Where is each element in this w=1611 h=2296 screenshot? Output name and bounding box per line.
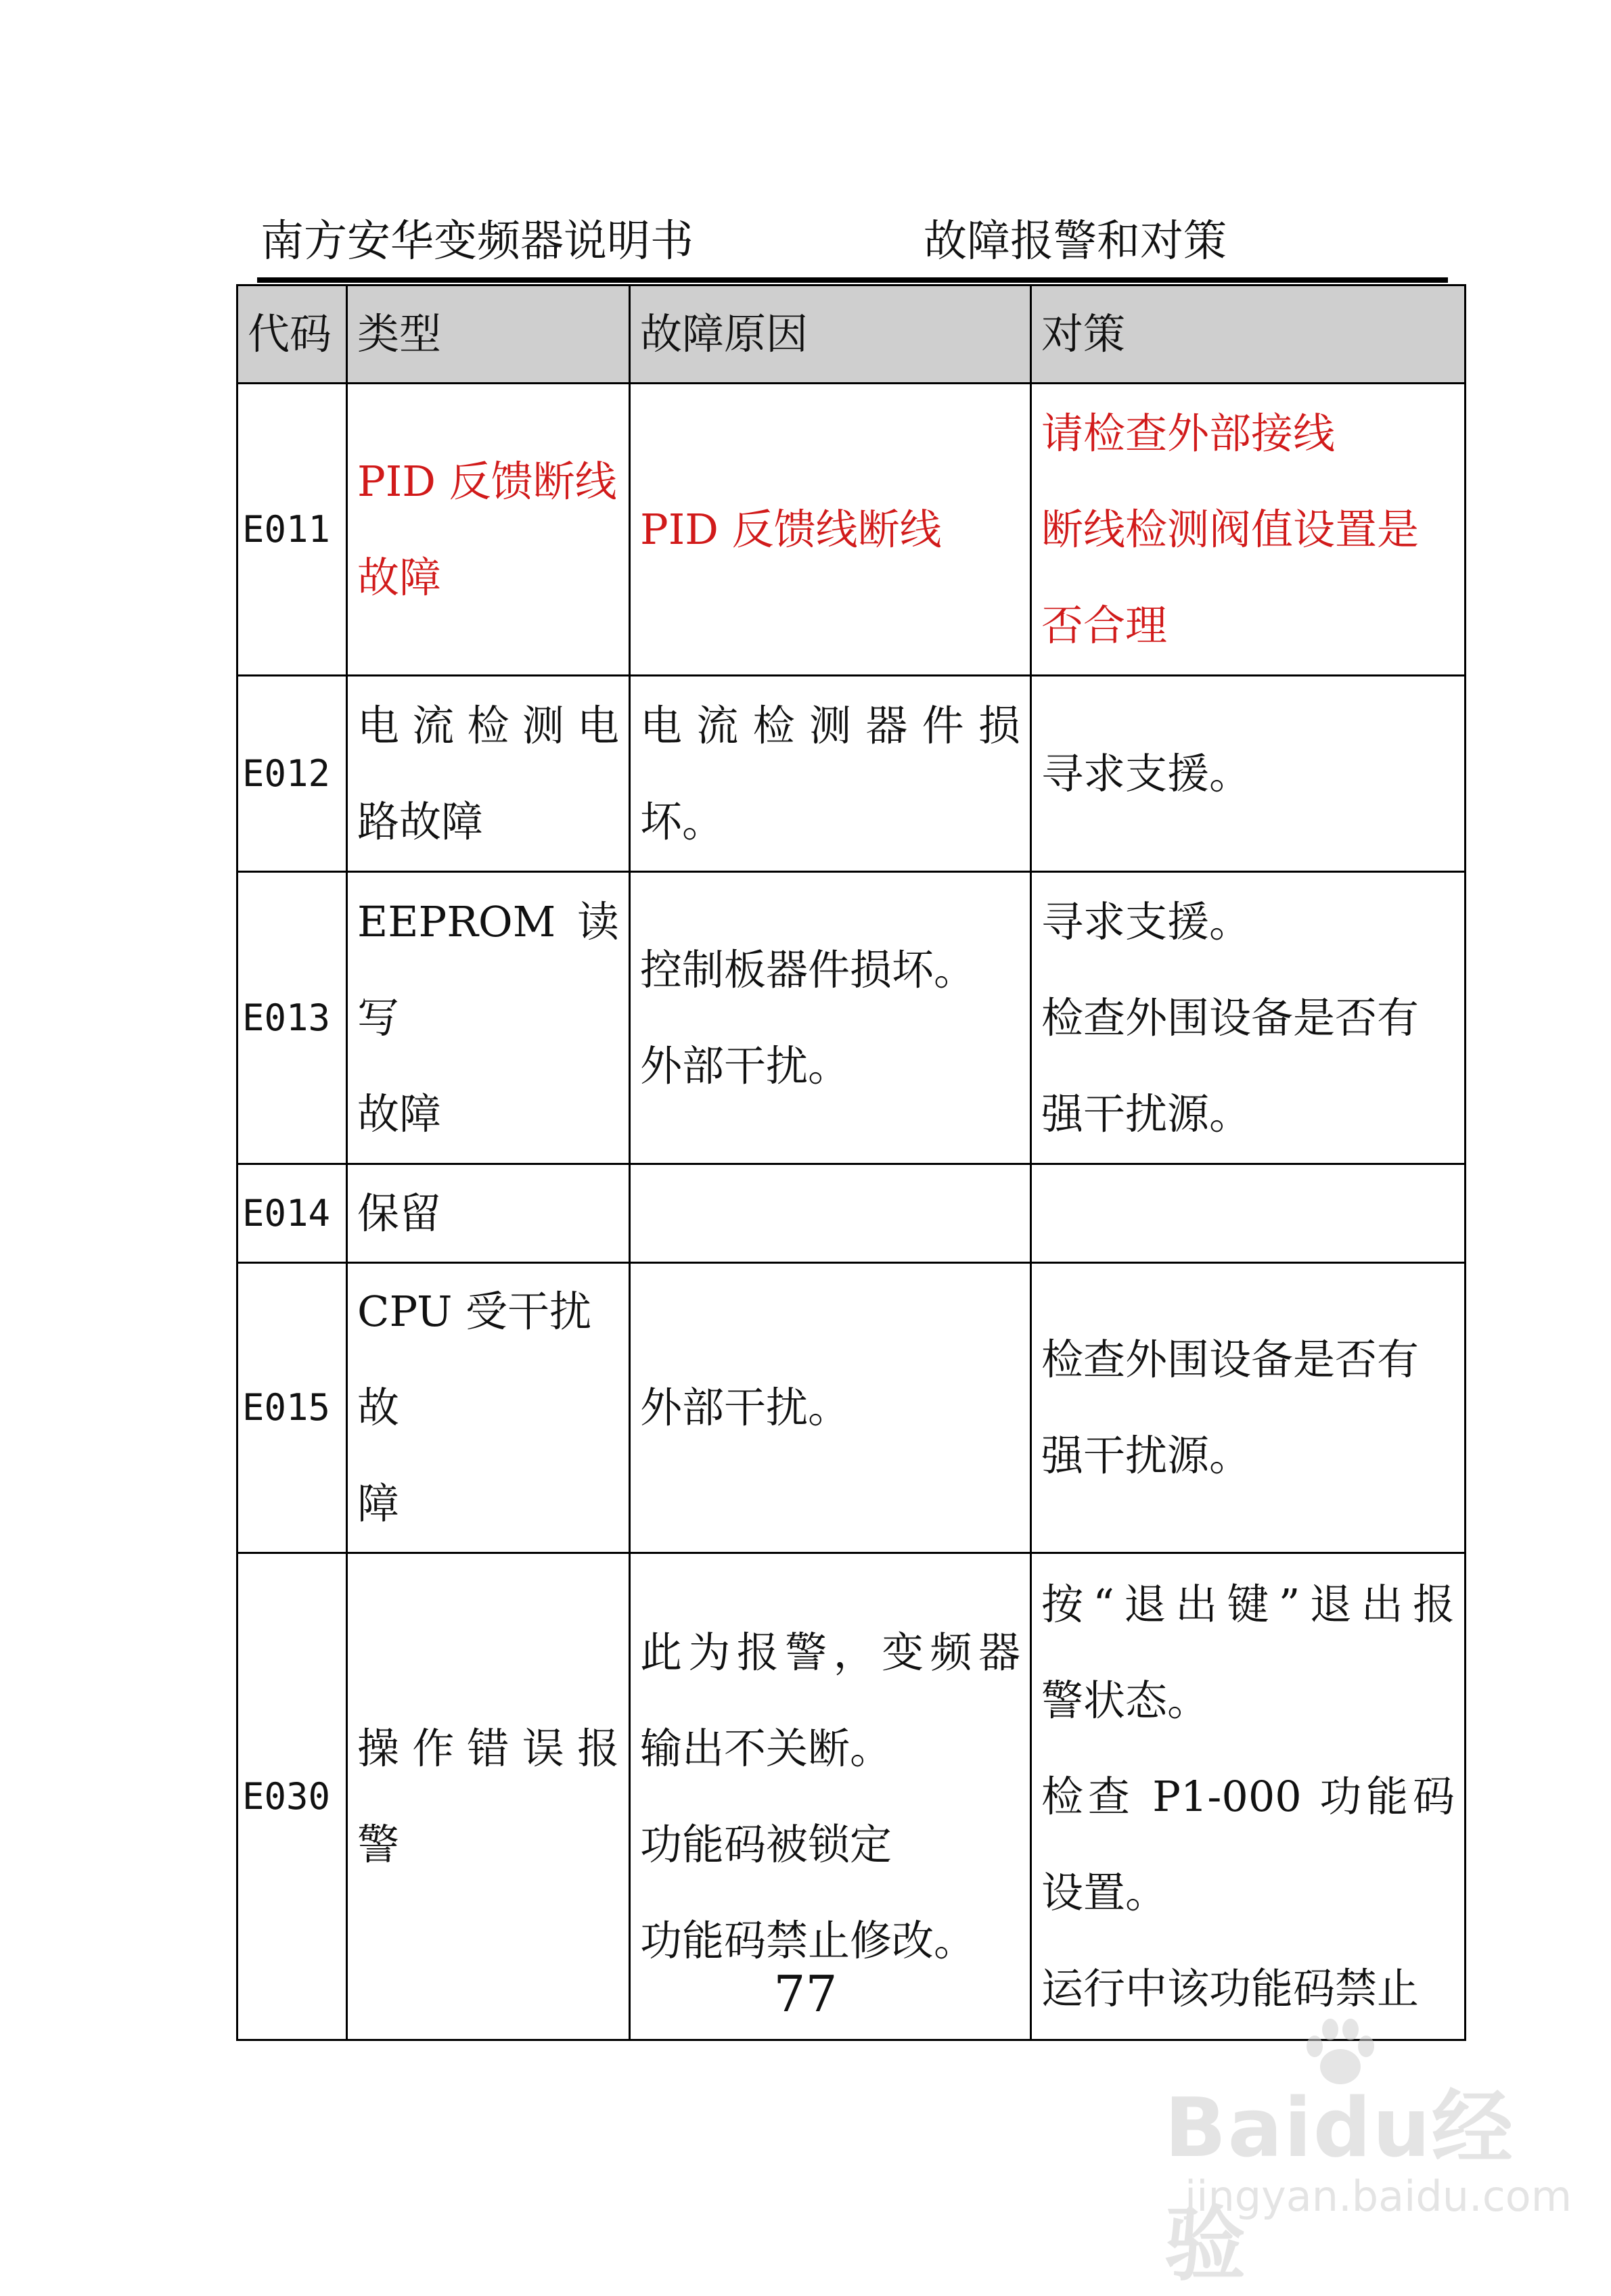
- fault-cause-line: 功能码被锁定: [640, 1819, 892, 1869]
- fault-action-line: 否合理: [1041, 600, 1168, 650]
- table-row: [237, 1263, 1466, 1553]
- fault-type-line: PID 反馈断线: [357, 456, 617, 506]
- watermark-suffix: 经验: [1164, 2082, 1514, 2292]
- table-row: [237, 676, 1466, 872]
- fault-code: E015: [237, 1263, 347, 1553]
- section-title: 故障报警和对策: [924, 216, 1227, 267]
- watermark-brand: Bai: [1164, 2082, 1313, 2176]
- fault-cause-line: 此为报警，变频器: [640, 1627, 1020, 1677]
- table-row: [237, 384, 1466, 676]
- fault-cause: [630, 1164, 1031, 1263]
- fault-action: [1031, 1164, 1466, 1263]
- fault-type-line: 路故障: [357, 796, 484, 846]
- fault-type: [347, 872, 630, 1164]
- watermark-brand-tail: du: [1313, 2082, 1432, 2176]
- fault-type-line: EEPROM 读写: [357, 896, 619, 1042]
- fault-action-line: 按“退出键”退出报: [1041, 1579, 1455, 1629]
- fault-type: [347, 384, 630, 676]
- fault-type-line: 保留: [357, 1188, 442, 1238]
- fault-action: [1031, 872, 1466, 1164]
- fault-type-line: 故障: [357, 552, 442, 602]
- fault-cause-line: 坏。: [640, 796, 725, 846]
- table-row: [237, 872, 1466, 1164]
- header-action: 对策: [1031, 285, 1466, 384]
- header-type: 类型: [347, 285, 630, 384]
- fault-code: E011: [237, 384, 347, 676]
- fault-cause-line: 外部干扰。: [640, 1040, 850, 1090]
- fault-action-line: 警状态。: [1041, 1675, 1210, 1725]
- fault-action: [1031, 676, 1466, 872]
- fault-code: E014: [237, 1164, 347, 1263]
- fault-cause-line: 输出不关断。: [640, 1723, 892, 1773]
- page-number: 77: [773, 1965, 838, 2023]
- fault-cause: [630, 676, 1031, 872]
- fault-type: [347, 1164, 630, 1263]
- fault-cause-line: 控制板器件损坏。: [640, 944, 976, 994]
- table-header-row: [237, 285, 1466, 384]
- fault-type-line: CPU 受干扰故: [357, 1287, 592, 1432]
- fault-cause: [630, 384, 1031, 676]
- fault-type-line: 故障: [357, 1088, 442, 1139]
- header-code: 代码: [237, 285, 347, 384]
- table-row: [237, 1164, 1466, 1263]
- fault-type-line: 障: [357, 1479, 400, 1528]
- fault-cause-line: 功能码禁止修改。: [640, 1915, 976, 1965]
- fault-cause-line: 电流检测器件损: [640, 700, 1020, 750]
- fault-cause: [630, 872, 1031, 1164]
- fault-cause-line: PID 反馈线断线: [640, 504, 942, 554]
- fault-cause-line: 外部干扰。: [640, 1383, 850, 1432]
- fault-code: E030: [237, 1553, 347, 2040]
- watermark: [1164, 2063, 1572, 2292]
- fault-action-line: 强干扰源。: [1041, 1431, 1252, 1480]
- fault-type: [347, 1263, 630, 1553]
- fault-action-line: 断线检测阀值设置是: [1041, 504, 1420, 554]
- fault-action-line: 寻求支援。: [1041, 748, 1252, 798]
- fault-type-line: 电流检测电: [357, 700, 619, 750]
- watermark-url: jingyan.baidu.com: [1185, 2172, 1572, 2221]
- fault-action-line: 强干扰源。: [1041, 1088, 1252, 1139]
- document-title: 南方安华变频器说明书: [260, 216, 694, 267]
- fault-table: [236, 284, 1466, 2041]
- fault-type: [347, 676, 630, 872]
- fault-code: E012: [237, 676, 347, 872]
- fault-action-line: 请检查外部接线: [1041, 408, 1336, 458]
- fault-action: [1031, 384, 1466, 676]
- fault-action-line: 检查外围设备是否有: [1041, 1335, 1420, 1384]
- fault-cause: [630, 1263, 1031, 1553]
- header-cause: 故障原因: [630, 285, 1031, 384]
- fault-type-line: 警: [357, 1819, 400, 1869]
- fault-action-line: 检查 P1-000 功能码: [1041, 1771, 1455, 1821]
- fault-action-line: 设置。: [1041, 1867, 1168, 1917]
- fault-action-line: 寻求支援。: [1041, 896, 1252, 946]
- fault-action: [1031, 1263, 1466, 1553]
- fault-action-line: 运行中该功能码禁止: [1041, 1963, 1420, 2013]
- header-rule: [257, 277, 1448, 283]
- fault-code: E013: [237, 872, 347, 1164]
- fault-type-line: 操作错误报: [357, 1723, 619, 1773]
- fault-action-line: 检查外围设备是否有: [1041, 992, 1420, 1042]
